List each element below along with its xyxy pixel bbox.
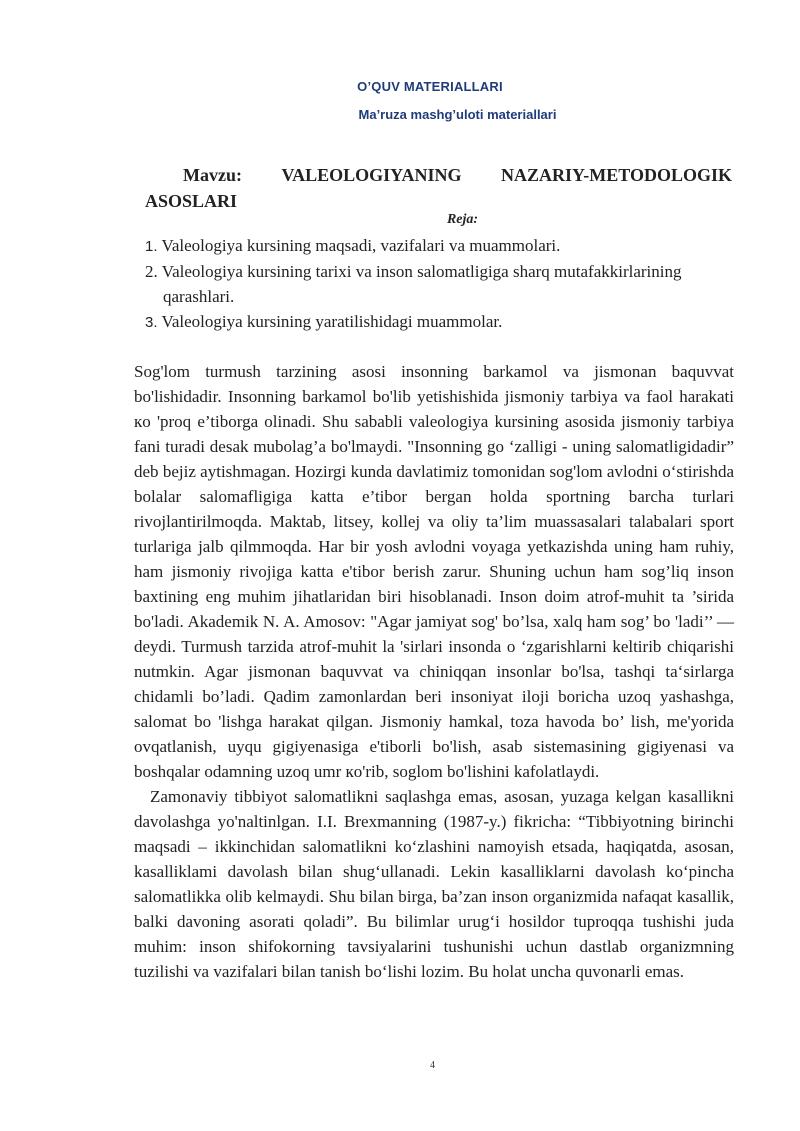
page-number: 4: [430, 1060, 435, 1071]
body-text: [134, 359, 734, 984]
document-header-subtitle: Ma’ruza mashg’uloti materiallari: [358, 107, 557, 122]
plan-item: [145, 259, 735, 309]
plan-item-number: 2.: [145, 262, 158, 281]
plan-item: [145, 309, 735, 335]
plan-heading: Reja:: [446, 212, 479, 227]
topic-heading: [145, 162, 732, 214]
plan-item-text: Valeologiya kursining tarixi va inson salomatligiga sharq mutafakkirlarining qarashlari.: [161, 262, 682, 306]
topic-label: Mavzu:: [183, 165, 242, 185]
body-paragraph: Zamonaviy tibbiyot salomatlikni saqlashga emas, asosan, yuzaga kelgan kasallikni davolashga yo'naltinlgan. I.I. Brexmanning (1987-y.) fikricha: “Tibbiyotning birinchi maqsadi – ikkinchidan salomatlikni ko‘zlashini namoyish etsada, haqiqatda, asosan, kasalliklami davolash bilan shug‘ullanadi. Lekin kasalliklarni davolash ko‘pincha salomatlikka olib kelmaydi. Shu bilan birga, ba’zan inson organizmida nafaqat kasallik, balki davoning asorati qoladi”. Bu bilimlar urug‘i hosildor tuproqqa tushishi juda muhim: inson shifokorning tavsiyalarini tushunishi uchun dastlab organizmning tuzilishi va vazifalari bilan tanish bo‘lishi lozim. Bu holat uncha quvonarli emas.: [134, 787, 734, 981]
document-header-title: O’QUV MATERIALLARI: [357, 79, 503, 94]
topic-word-1: VALEOLOGIYANING: [281, 165, 462, 185]
plan-item-number: 1.: [145, 238, 158, 255]
topic-word-2: NAZARIY-METODOLOGIK: [500, 165, 732, 185]
plan-item-text: Valeologiya kursining maqsadi, vazifalari va muammolari.: [161, 236, 561, 255]
topic-word-3: ASOSLARI: [145, 191, 238, 211]
plan-list: [145, 233, 735, 335]
plan-item-text: Valeologiya kursining yaratilishidagi muammolar.: [161, 312, 503, 331]
body-paragraph: Sog'lom turmush tarzining asosi insonning barkamol va jismonan baquvvat bo'lishidadir. Insonning barkamol bo'lib yetishishida jismoniy tarbiya va faol harakati кo 'proq e’tiborga olinadi. Shu sababli valeologiya kursining asosida jismoniy tarbiya fani turadi desak mubolag’a bo'lmaydi. "Insonning go ‘zalligi - uning salomatligidadir” deb bejiz aytishmagan. Hozirgi kunda davlatimiz tomonidan sog'lom avlodni o‘stirishda bolalar salomafligiga katta e’tibor bergan holda sportning barcha turlari rivojlantirilmoqda. Maktab, litsey, kollej va oliy ta’lim muassasalari talabalari sport turlariga jalb qilmmoqda. Har bir yosh avlodni voyaga yetkazishda uning ham ruhiy, ham jismoniy rivojiga katta e'tibor berish zarur. Shuning uchun ham sog’liq inson baxtining eng muhim jihatlaridan biri hisoblanadi. Inson doim atrof-muhit ta ’sirida bo'ladi. Akademik N. A. Amosov: "Agar jamiyat sog' bo’lsa, xalq ham sog’ bo 'ladi’’ — deydi. Turmush tarzida atrof-muhit la 'sirlari insonda o ‘zgarishlarni keltirib chiqarishi nutmkin. Agar jismonan baquvvat va chiniqqan insonlar bo'lsa, tashqi ta‘sirlarga chidamli bo’ladi. Qadim zamonlardan beri insoniyat iloji boricha uzoq yashashga, salomat bo 'lishga harakat qilgan. Jismoniy hamkal, toza havoda bo’ lish, me'yorida ovqatlanish, uyqu gigiyenasiga e'tiborli bo'lish, asab sistemasining gigiyenasi va boshqalar odamning uzoq umr кo'rib, soglom bo'lishini kafolatlaydi.: [134, 362, 734, 781]
plan-item: [145, 233, 735, 259]
plan-item-number: 3.: [145, 314, 158, 331]
